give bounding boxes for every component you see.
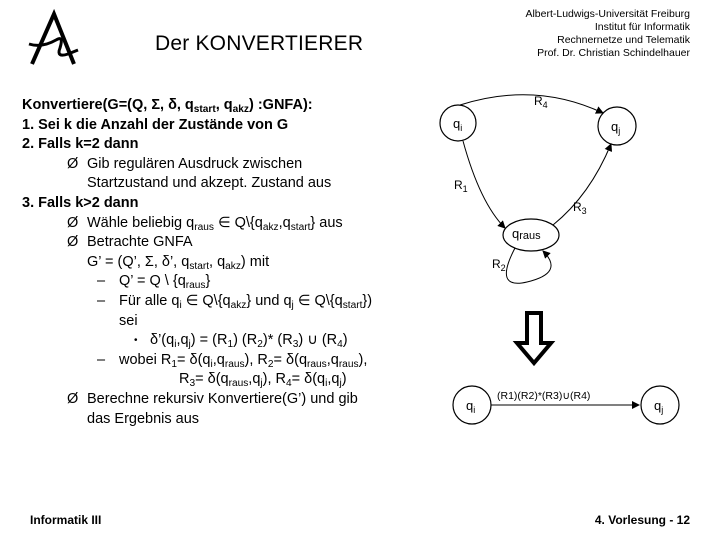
where-r-definitions: – wobei $R_1= \delta(q_i,q_{raus})$, $R_2= \delta(q_{raus},q_{raus})$, [97,351,368,370]
state-qj-label: $q_j$ [611,119,621,136]
institution-block [525,8,690,60]
state-qraus-label: qraus [512,226,541,242]
algorithm-heading: Konvertiere(G=(Q, Σ, δ, $q_{start}$, $q_{akz}$) :GNFA): [22,97,313,115]
delta-prime-formula: • $\delta’(q_i,q_j) = (R_1)$ $(R_2)*$ $(R_3)$ ∪ $(R_4)$ [134,332,348,351]
choose-qraus: Ø Wähle beliebig $q_{raus}$ ∈ $Q\backslash\{q_{akz},q_{start}\}$ aus [67,214,343,233]
top-automaton [440,94,636,283]
gnfa-definition: G’ = (Q’, Σ, δ’, $q_{start}$, $q_{akz}$) mit [87,253,270,272]
step-3: 3. Falls k>2 dann [22,194,139,211]
consider-gnfa: Ø Betrachte GNFA [22,233,422,253]
slide-title: Der KONVERTIERER [155,32,364,55]
dash-bullet-icon: – [97,292,106,309]
label-r3: $R_3$ [573,200,587,216]
q-prime-definition: – Q’ = Q \ $\{q_{raus}\}$ [97,273,211,292]
footer-course: Informatik III [30,513,102,527]
footer-page-number: 4. Vorlesung - 12 [594,513,690,527]
arrow-bullet-icon: Ø [67,234,79,251]
dash-bullet-icon: – [97,273,106,290]
compute-recursively: Ø Berechne rekursiv Konvertiere(G’) und gib [22,390,422,410]
transform-arrow-icon [517,313,551,363]
edge-r2-loop [506,248,551,283]
bottom-automaton [453,386,679,424]
step-2-bullet: Ø Gib regulären Ausdruck zwischen [22,155,422,175]
state-qi-label: $q_i$ [453,116,463,133]
edge-r1 [463,141,505,228]
step-1: 1. Sei k die Anzahl der Zustände von G [22,116,289,133]
arrow-bullet-icon: Ø [67,155,79,172]
sei-line: sei [119,312,138,329]
slide-body [22,96,422,429]
gnfa-diagram [425,85,710,445]
arrow-bullet-icon: Ø [67,390,79,407]
department-name: Rechnernetze und Telematik [557,34,690,46]
professor-name: Prof. Dr. Christian Schindelhauer [537,47,690,59]
dot-bullet-icon: • [134,335,138,347]
label-r1: $R_1$ [454,178,468,194]
edge-r4 [460,95,603,113]
combined-expression-label: (R1)(R2)*(R3)∪(R4) [497,390,591,402]
institute-name: Institut für Informatik [594,21,690,33]
label-r2: $R_2$ [492,257,506,273]
university-logo [22,8,82,70]
dash-bullet-icon: – [97,351,106,368]
step-2: 2. Falls k=2 dann [22,136,139,153]
arrow-bullet-icon: Ø [67,214,79,231]
state-qi-bottom-label: $q_i$ [466,398,476,415]
label-r4: $R_4$ [534,94,548,110]
where-r-definitions-cont: $R_3= \delta(q_{raus},q_j)$, $R_4= \delta(q_i,q_j)$ [179,371,347,390]
university-name: Albert-Ludwigs-Universität Freiburg [525,8,690,20]
compute-recursively-cont: das Ergebnis aus [87,410,200,427]
state-qj-bottom-label: $q_j$ [654,398,664,415]
step-2-bullet-cont: Startzustand und akzept. Zustand aus [87,175,332,192]
for-all-states: – Für alle $q_i$ ∈ $Q\backslash\{q_{akz}\}$ und $q_j$ ∈ $Q\backslash\{q_{start}\}$) [97,292,373,311]
